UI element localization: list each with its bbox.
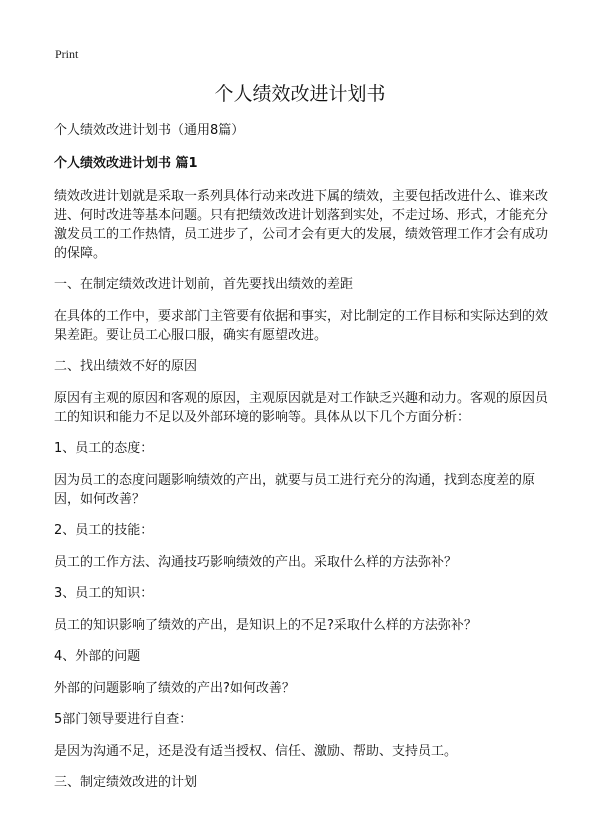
paragraph: 绩效改进计划就是采取一系列具体行动来改进下属的绩效，主要包括改进什么、谁来改进、何时改进等基本问题。只有把绩效改进计划落到实处，不走过场、形式，才能充分激发员工的工作热情，员工进步了，公司才会有更大的发展，绩效管理工作才会有成功的保障。: [54, 189, 549, 261]
paragraph: 外部的问题影响了绩效的产出?如何改善？: [54, 681, 295, 696]
paragraph: 员工的知识影响了绩效的产出，是知识上的不足?采取什么样的方法弥补？: [54, 618, 477, 633]
section-heading: 二、找出绩效不好的原因: [54, 359, 198, 374]
print-label: Print: [55, 47, 79, 61]
document-body: [54, 121, 554, 805]
list-heading: 1、员工的态度：: [54, 441, 154, 456]
article-heading: 个人绩效改进计划书 篇1: [54, 156, 198, 171]
paragraph: 因为员工的态度问题影响绩效的产出，就要与员工进行充分的沟通，找到态度差的原因，如何改善？: [54, 473, 536, 507]
list-heading: 4、外部的问题: [54, 649, 141, 664]
list-heading: 3、员工的知识：: [54, 586, 154, 601]
paragraph: 是因为沟通不足，还是没有适当授权、信任、激励、帮助、支持员工。: [54, 744, 458, 759]
document-subtitle: 个人绩效改进计划书（通用8篇）: [54, 123, 245, 138]
paragraph: 原因有主观的原因和客观的原因，主观原因就是对工作缺乏兴趣和动力。客观的原因员工的知识和能力不足以及外部环境的影响等。具体从以下几个方面分析：: [54, 391, 549, 425]
document-title: 个人绩效改进计划书: [214, 83, 386, 105]
paragraph: 员工的工作方法、沟通技巧影响绩效的产出。采取什么样的方法弥补？: [54, 555, 458, 570]
section-heading: 三、制定绩效改进的计划: [54, 775, 198, 790]
list-heading: 5部门领导要进行自查：: [54, 712, 193, 727]
section-heading: 一、在制定绩效改进计划前，首先要找出绩效的差距: [54, 277, 354, 292]
paragraph: 在具体的工作中，要求部门主管要有依据和事实，对比制定的工作目标和实际达到的效果差距。要让员工心服口服，确实有愿望改进。: [54, 309, 549, 343]
list-heading: 2、员工的技能：: [54, 523, 154, 538]
